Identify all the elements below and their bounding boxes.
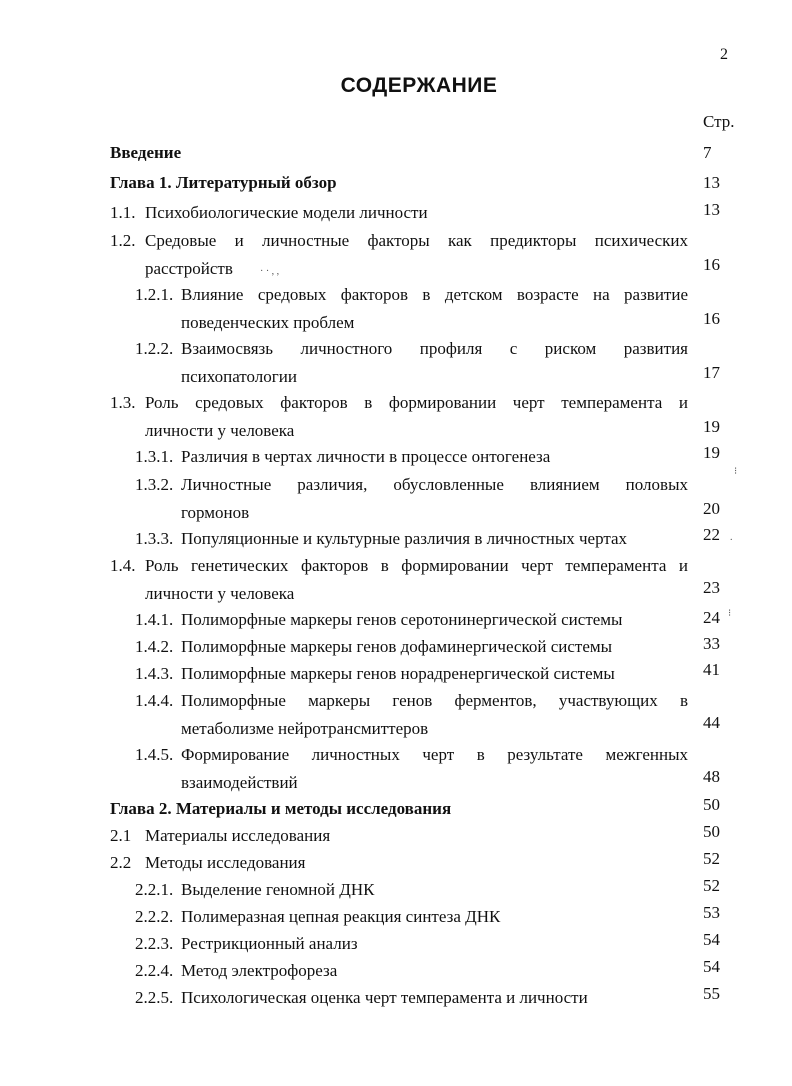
toc-entry-page: 52 (703, 849, 720, 868)
toc-entry-title: Полиморфные маркеры генов норадренергической системы (181, 664, 615, 683)
scan-specks: . (730, 532, 733, 543)
toc-entry-title: Введение (110, 143, 182, 162)
toc-entry-title: Метод электрофореза (181, 961, 338, 980)
toc-entry-title: Рестрикционный анализ (181, 934, 358, 953)
toc-entry-number: 2.2.3. (135, 934, 174, 953)
scan-specks: · · , , (260, 266, 280, 277)
toc-entry-title: Глава 1. Литературный обзор (110, 173, 337, 192)
toc-entry-number: 2.2.5. (135, 988, 174, 1007)
toc-entry-page: 54 (703, 930, 720, 949)
toc-entry-page: 17 (703, 363, 720, 382)
toc-entry-page: 16 (703, 309, 720, 328)
toc-entry-page: 53 (703, 903, 720, 922)
toc-entry-page: 33 (703, 634, 720, 653)
toc-entry-number: 1.4.5. (135, 745, 174, 764)
toc-entry-title-line2: личности у человека (145, 584, 295, 603)
page-number: 2 (720, 46, 728, 63)
toc-entry-title-line1: Полиморфные маркеры генов ферментов, участвующих в (181, 691, 688, 710)
toc-entry-number: 2.2 (110, 853, 132, 872)
toc-entry-number: 1.1. (110, 203, 136, 222)
toc-entry-number: 2.2.1. (135, 880, 174, 899)
toc-entry-number: 1.4. (110, 556, 136, 575)
toc-entry-page: 50 (703, 795, 720, 814)
toc-entry-title: Глава 2. Материалы и методы исследования (110, 799, 452, 818)
toc-entry-title: Популяционные и культурные различия в личностных чертах (181, 529, 628, 548)
toc-entry-title-line2: поведенческих проблем (181, 313, 355, 332)
toc-entry-page: 20 (703, 499, 720, 518)
page-column-header: Стр. (703, 112, 735, 131)
toc-entry-title: Полимеразная цепная реакция синтеза ДНК (181, 907, 501, 926)
toc-entry-number: 1.4.1. (135, 610, 174, 629)
toc-entry-title-line2: расстройств (145, 259, 233, 278)
toc-entry-title-line2: метаболизме нейротрансмиттеров (181, 719, 429, 738)
toc-entry-number: 2.1 (110, 826, 132, 845)
toc-entry-title-line1: Роль средовых факторов в формировании черт темперамента и (145, 393, 688, 412)
toc-entry-title: Методы исследования (145, 853, 306, 872)
toc-entry-page: 54 (703, 957, 720, 976)
toc-entry-number: 2.2.4. (135, 961, 174, 980)
toc-entry-title: Полиморфные маркеры генов серотонинергической системы (181, 610, 623, 629)
toc-entry-number: 1.3.3. (135, 529, 174, 548)
toc-entry-page: 7 (703, 143, 712, 162)
toc-entry-title-line1: Роль генетических факторов в формировании черт темперамента и (145, 556, 688, 575)
toc-entry-title: Психобиологические модели личности (145, 203, 428, 222)
toc-entry-title-line1: Личностные различия, обусловленные влиянием половых (181, 475, 688, 494)
toc-entry-page: 48 (703, 767, 720, 786)
toc-entry-title-line1: Влияние средовых факторов в детском возрасте на развитие (181, 285, 688, 304)
toc-entry-page: 41 (703, 660, 720, 679)
toc-entry-number: 1.2.2. (135, 339, 174, 358)
toc-entry-page: 24 (703, 608, 720, 627)
toc-entry-number: 1.3. (110, 393, 136, 412)
toc-entry-title: Психологическая оценка черт темперамента и личности (181, 988, 588, 1007)
page-title: СОДЕРЖАНИЕ (340, 74, 498, 97)
toc-entry-number: 1.2.1. (135, 285, 174, 304)
toc-entry-title-line1: Средовые и личностные факторы как предикторы психических (145, 231, 688, 250)
toc-entry-page: 23 (703, 578, 720, 597)
toc-entry-title-line2: взаимодействий (181, 773, 298, 792)
toc-entry-page: 16 (703, 255, 720, 274)
toc-entry-page: 50 (703, 822, 720, 841)
toc-entry-number: 1.3.2. (135, 475, 174, 494)
toc-entry-number: 1.4.3. (135, 664, 174, 683)
toc-entry-page: 19 (703, 443, 720, 462)
scan-specks: ⁝ (734, 466, 738, 477)
toc-entry-page: 55 (703, 984, 720, 1003)
toc-entry-title-line2: психопатологии (181, 367, 297, 386)
toc-entry-title: Полиморфные маркеры генов дофаминергической системы (181, 637, 613, 656)
scan-specks: ⁝ (728, 608, 732, 619)
toc-entry-title-line1: Взаимосвязь личностного профиля с риском развития (181, 339, 688, 358)
toc-entry-page: 13 (703, 173, 720, 192)
toc-entry-page: 19 (703, 417, 720, 436)
toc-entry-page: 13 (703, 200, 720, 219)
toc-entry-title-line2: гормонов (181, 503, 250, 522)
toc-entry-page: 22 (703, 525, 720, 544)
toc-entry-number: 1.4.2. (135, 637, 174, 656)
toc-entry-page: 44 (703, 713, 720, 732)
toc-entry-title-line1: Формирование личностных черт в результате межгенных (181, 745, 688, 764)
toc-entry-number: 1.3.1. (135, 447, 174, 466)
toc-entry-title-line2: личности у человека (145, 421, 295, 440)
toc-entry-title: Выделение геномной ДНК (181, 880, 375, 899)
toc-entry-title: Различия в чертах личности в процессе онтогенеза (181, 447, 551, 466)
toc-entry-number: 1.4.4. (135, 691, 174, 710)
toc-entry-title: Материалы исследования (145, 826, 331, 845)
toc-entry-number: 1.2. (110, 231, 136, 250)
toc-entry-page: 52 (703, 876, 720, 895)
toc-entry-number: 2.2.2. (135, 907, 174, 926)
